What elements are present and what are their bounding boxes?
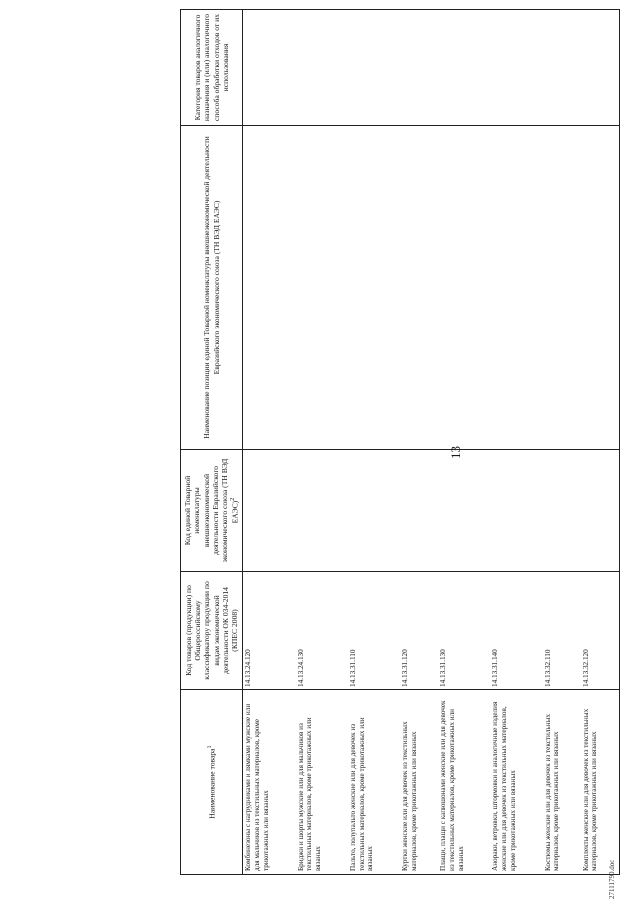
okpd-code-cell: 14.13.32.110 <box>543 572 581 690</box>
table-row <box>438 10 490 875</box>
goods-name-cell: Анораки, ветровки, штормовки и аналогичные изделия женские или для девочек из текстильных материалов, кроме трикотажных или вязаных <box>490 690 542 875</box>
table-header <box>181 10 243 875</box>
goods-category-cell <box>490 10 542 126</box>
tnved-code-cell <box>243 450 296 572</box>
goods-category-cell <box>348 10 400 126</box>
okpd-code-cell: 14.13.31.110 <box>348 572 400 690</box>
tnved-code-cell <box>581 450 620 572</box>
goods-category-cell <box>581 10 620 126</box>
goods-name-cell: Плащи, плащи с капюшонами женские или для девочек из текстильных материалов, кроме трикотажных или вязаных <box>438 690 490 875</box>
goods-category-cell <box>543 10 581 126</box>
page-number: 13 <box>448 446 463 459</box>
okpd-code-cell: 14.13.24.130 <box>296 572 348 690</box>
tnved-name-cell <box>400 126 438 450</box>
goods-name-cell: Костюмы женские или для девочек из текстильных материалов, кроме трикотажных или вязаных <box>543 690 581 875</box>
column-header-label: Наименование позиции единой Товарной номенклатуры внешнеэкономической деятельности Евразийского экономического союза (ТН ВЭД ЕАЭС) <box>202 136 221 439</box>
column-header-5 <box>181 10 243 126</box>
table-row <box>243 10 296 875</box>
okpd-code-cell: 14.13.32.120 <box>581 572 620 690</box>
okpd-code-cell: 14.13.31.120 <box>400 572 438 690</box>
tnved-code-cell <box>296 450 348 572</box>
goods-name-cell: Куртки женские или для девочек из текстильных материалов, кроме трикотажных или вязаных <box>400 690 438 875</box>
table-row <box>400 10 438 875</box>
column-header-label: Наименование товара <box>207 748 217 819</box>
goods-category-cell <box>243 10 296 126</box>
tnved-code-cell <box>438 450 490 572</box>
tnved-name-cell <box>581 126 620 450</box>
table-row <box>490 10 542 875</box>
tnved-name-cell <box>543 126 581 450</box>
file-identifier: 27111790.doc <box>608 859 616 899</box>
tnved-name-cell <box>348 126 400 450</box>
goods-category-cell <box>296 10 348 126</box>
tnved-name-cell <box>490 126 542 450</box>
okpd-code-cell: 14.13.31.130 <box>438 572 490 690</box>
tnved-name-cell <box>296 126 348 450</box>
footnote-marker: 1 <box>206 745 214 749</box>
table-row <box>581 10 620 875</box>
column-header-label: Код единой Товарной номенклатуры внешнеэкономической деятельности Евразийского экономического союза (ТН ВЭД ЕАЭС) <box>183 458 240 563</box>
goods-table <box>180 9 620 875</box>
tnved-code-cell <box>490 450 542 572</box>
okpd-code-cell: 14.13.31.140 <box>490 572 542 690</box>
column-header-label: Код товаров (продукции) по Общероссийскому классификатору продукции по видам экономической деятельности ОК 034-2014 (КПЕС 2008) <box>183 581 240 680</box>
table-row <box>296 10 348 875</box>
table-row <box>348 10 400 875</box>
tnved-code-cell <box>400 450 438 572</box>
column-header-3 <box>181 450 243 572</box>
footnote-marker: 2 <box>229 497 237 501</box>
tnved-code-cell <box>543 450 581 572</box>
table-body <box>243 10 620 875</box>
goods-category-cell <box>438 10 490 126</box>
column-header-4 <box>181 126 243 450</box>
goods-category-cell <box>400 10 438 126</box>
goods-name-cell: Комбинезоны с нагрудниками и лямками мужские или для мальчиков из текстильных материалов, кроме трикотажных или вязаных <box>243 690 296 875</box>
goods-name-cell: Комплекты женские или для девочек из текстильных материалов, кроме трикотажных или вязаных <box>581 690 620 875</box>
column-header-2 <box>181 572 243 690</box>
tnved-name-cell <box>243 126 296 450</box>
column-header-label: Категория товаров аналогичного назначения и (или) аналогичного способа обработки отходов от их использования <box>193 13 230 122</box>
column-header-1 <box>181 690 243 875</box>
goods-name-cell: Бриджи и шорты мужские или для мальчиков из текстильных материалов, кроме трикотажных или вязаных <box>296 690 348 875</box>
tnved-name-cell <box>438 126 490 450</box>
goods-name-cell: Пальто, полупальто женские или для девочек из текстильных материалов, кроме трикотажных или вязаных <box>348 690 400 875</box>
table-row <box>543 10 581 875</box>
tnved-code-cell <box>348 450 400 572</box>
okpd-code-cell: 14.13.24.120 <box>243 572 296 690</box>
header-row <box>181 10 243 875</box>
